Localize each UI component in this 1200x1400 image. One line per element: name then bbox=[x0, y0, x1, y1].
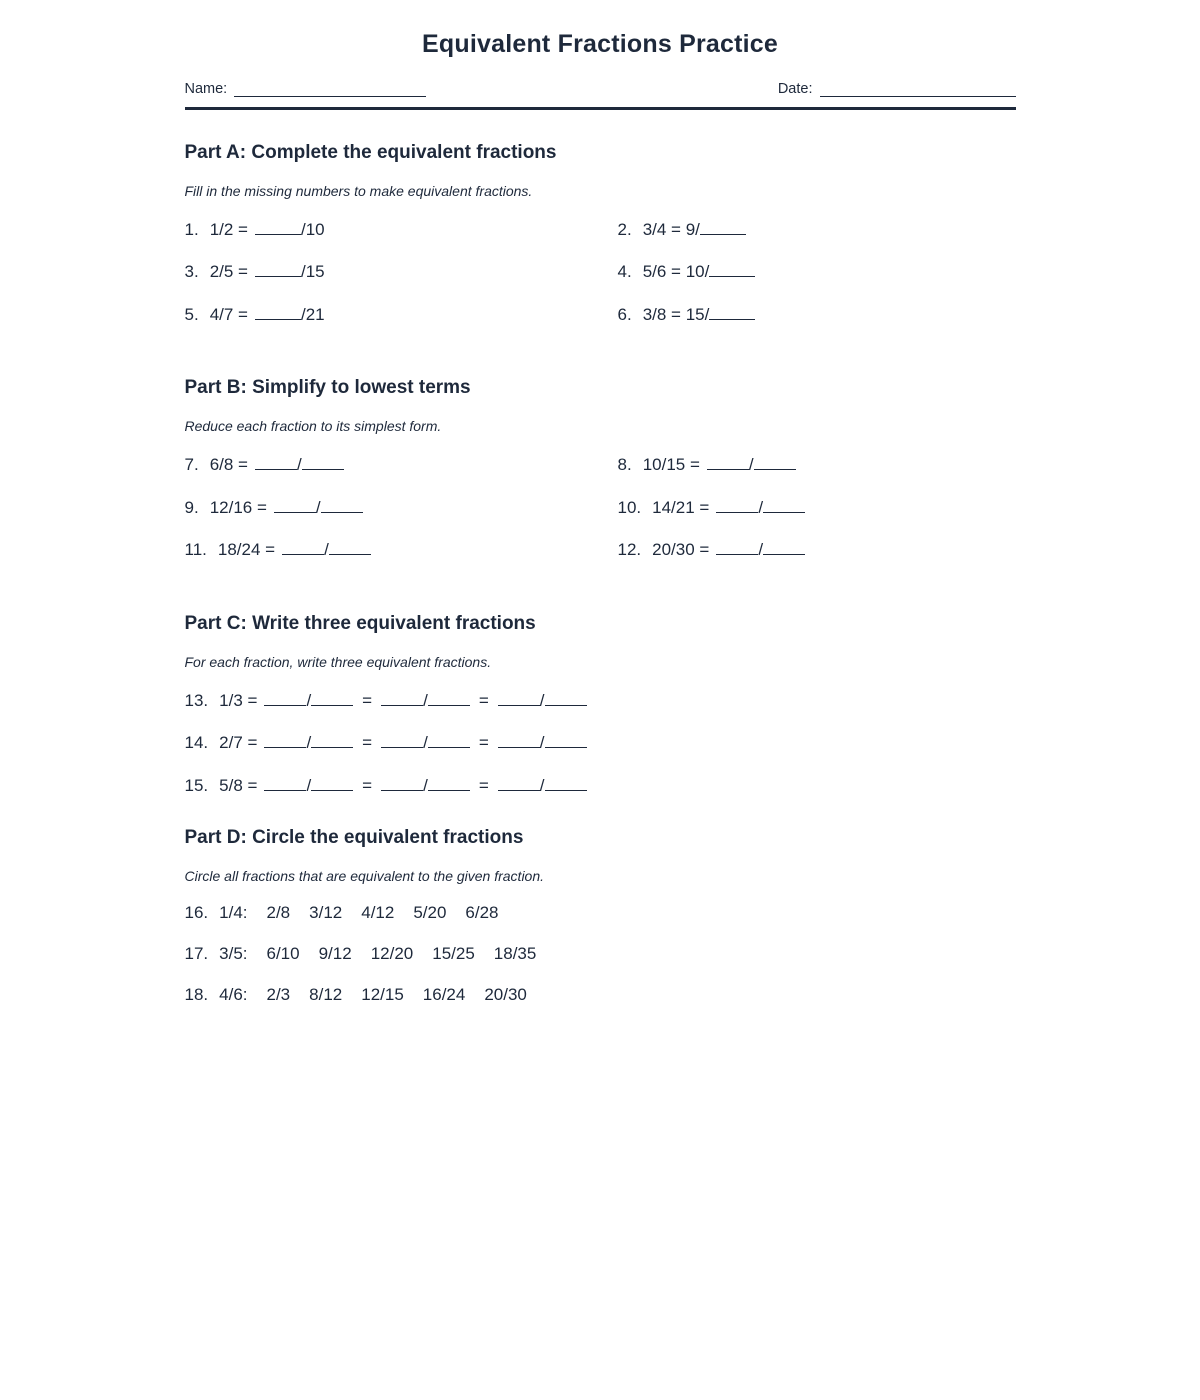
problem-number: 4. bbox=[617, 262, 632, 282]
part-c-instructions: For each fraction, write three equivalent fractions. bbox=[184, 653, 492, 670]
problem-text: 14/21 = bbox=[652, 497, 710, 517]
denominator-blank[interactable] bbox=[428, 689, 470, 706]
numerator-blank[interactable] bbox=[282, 538, 324, 555]
fraction-slash: / bbox=[748, 455, 754, 475]
problem-15 bbox=[185, 774, 1016, 796]
problem-number: 15. bbox=[184, 775, 209, 795]
fraction-slash: / bbox=[306, 690, 312, 710]
answer-blank[interactable] bbox=[700, 218, 746, 235]
numerator-blank[interactable] bbox=[716, 538, 758, 555]
denominator-blank[interactable] bbox=[311, 774, 353, 791]
denominator-blank[interactable] bbox=[545, 689, 587, 706]
denominator-blank[interactable] bbox=[763, 538, 805, 555]
fraction-slash: / bbox=[423, 775, 428, 795]
fraction-slash: / bbox=[423, 733, 428, 753]
name-label: Name: bbox=[184, 81, 228, 97]
fraction-option[interactable]: 8/12 bbox=[309, 984, 343, 1004]
fraction-option[interactable]: 6/28 bbox=[465, 903, 499, 923]
fraction-option[interactable]: 5/20 bbox=[413, 903, 447, 923]
fraction-slash: / bbox=[758, 540, 764, 560]
date-blank-line[interactable] bbox=[820, 81, 1016, 97]
part-d-instructions: Circle all fractions that are equivalent to the given fraction. bbox=[184, 868, 545, 885]
fraction-slash: / bbox=[539, 733, 545, 753]
problem-10 bbox=[618, 496, 1016, 518]
problem-text: 18/24 = bbox=[217, 540, 276, 560]
problem-number: 18. bbox=[184, 984, 209, 1004]
numerator-blank[interactable] bbox=[381, 689, 423, 706]
denominator-blank[interactable] bbox=[311, 731, 353, 748]
answer-blank[interactable] bbox=[255, 303, 301, 320]
answer-blank[interactable] bbox=[255, 260, 301, 277]
part-c-problems bbox=[185, 689, 1016, 796]
problem-8 bbox=[618, 453, 1016, 475]
fraction-option[interactable]: 20/30 bbox=[484, 984, 527, 1004]
problem-13 bbox=[185, 689, 1016, 711]
equals-sign: = bbox=[362, 690, 373, 710]
problem-text: 2/5 = bbox=[209, 262, 248, 282]
fraction-slash: / bbox=[324, 540, 329, 560]
header-divider bbox=[185, 107, 1016, 110]
problem-number: 7. bbox=[184, 455, 199, 475]
problem-text: /10 bbox=[300, 219, 325, 239]
fraction-option[interactable]: 15/25 bbox=[432, 943, 475, 963]
problem-text: 2/7 = bbox=[219, 733, 258, 753]
problem-text: 10/15 = bbox=[642, 455, 700, 475]
problem-4 bbox=[618, 260, 1016, 282]
part-a-problems bbox=[185, 218, 1016, 346]
problem-number: 14. bbox=[184, 733, 209, 753]
equals-sign: = bbox=[362, 775, 373, 795]
name-date-row bbox=[185, 81, 1016, 97]
problem-text: /15 bbox=[300, 262, 325, 282]
denominator-blank[interactable] bbox=[311, 689, 353, 706]
equals-sign: = bbox=[478, 733, 489, 753]
problem-text: 12/16 = bbox=[209, 497, 267, 517]
problem-number: 8. bbox=[617, 455, 632, 475]
part-d-problems bbox=[185, 903, 1016, 1004]
fraction-slash: / bbox=[296, 455, 302, 475]
denominator-blank[interactable] bbox=[428, 731, 470, 748]
problem-text: 5/6 = 10/ bbox=[642, 262, 710, 282]
fraction-option[interactable]: 12/20 bbox=[370, 943, 414, 963]
given-fraction: 3/5: bbox=[219, 943, 248, 963]
problem-number: 3. bbox=[184, 262, 199, 282]
date-label: Date: bbox=[777, 81, 813, 97]
part-d-heading: Part D: Circle the equivalent fractions bbox=[184, 827, 524, 849]
numerator-blank[interactable] bbox=[381, 731, 423, 748]
problem-number: 10. bbox=[617, 497, 642, 517]
problem-1 bbox=[185, 218, 618, 240]
numerator-blank[interactable] bbox=[498, 689, 540, 706]
denominator-blank[interactable] bbox=[321, 496, 363, 513]
answer-blank[interactable] bbox=[709, 260, 755, 277]
problem-5 bbox=[185, 303, 618, 325]
problem-2 bbox=[618, 218, 1016, 240]
problem-text: 1/3 = bbox=[219, 690, 258, 710]
problem-text: 1/2 = bbox=[209, 219, 248, 239]
problem-number: 17. bbox=[184, 943, 209, 963]
problem-text: 3/8 = 15/ bbox=[642, 304, 710, 324]
denominator-blank[interactable] bbox=[302, 453, 344, 470]
given-fraction: 4/6: bbox=[219, 984, 248, 1004]
problem-text: 20/30 = bbox=[652, 540, 710, 560]
problem-3 bbox=[185, 260, 618, 282]
denominator-blank[interactable] bbox=[545, 731, 587, 748]
equals-sign: = bbox=[478, 690, 489, 710]
part-b-problems bbox=[185, 453, 1016, 581]
problem-text: 6/8 = bbox=[209, 455, 248, 475]
equals-sign: = bbox=[362, 733, 373, 753]
problem-number: 2. bbox=[617, 219, 632, 239]
problem-11 bbox=[185, 538, 618, 560]
fraction-slash: / bbox=[423, 690, 428, 710]
part-a-instructions: Fill in the missing numbers to make equivalent fractions. bbox=[184, 182, 533, 199]
problem-text: 5/8 = bbox=[219, 775, 258, 795]
problem-text: 3/4 = 9/ bbox=[642, 219, 700, 239]
fraction-option[interactable]: 3/12 bbox=[309, 903, 343, 923]
denominator-blank[interactable] bbox=[545, 774, 587, 791]
problem-text: /21 bbox=[300, 304, 325, 324]
problem-number: 13. bbox=[184, 690, 209, 710]
fraction-slash: / bbox=[539, 775, 545, 795]
fraction-option[interactable]: 2/3 bbox=[266, 984, 291, 1004]
fraction-slash: / bbox=[306, 733, 312, 753]
numerator-blank[interactable] bbox=[381, 774, 423, 791]
problem-7 bbox=[185, 453, 618, 475]
problem-text: 4/7 = bbox=[209, 304, 248, 324]
numerator-blank[interactable] bbox=[264, 774, 306, 791]
denominator-blank[interactable] bbox=[763, 496, 805, 513]
numerator-blank[interactable] bbox=[255, 453, 297, 470]
problem-number: 11. bbox=[184, 540, 207, 560]
fraction-option[interactable]: 16/24 bbox=[422, 984, 466, 1004]
answer-blank[interactable] bbox=[709, 303, 755, 320]
fraction-slash: / bbox=[306, 775, 312, 795]
answer-blank[interactable] bbox=[255, 218, 301, 235]
fraction-option[interactable]: 18/35 bbox=[493, 943, 537, 963]
section-part-b bbox=[185, 377, 1016, 581]
problem-number: 12. bbox=[617, 540, 642, 560]
section-part-a bbox=[185, 142, 1016, 346]
fraction-slash: / bbox=[315, 497, 321, 517]
problem-number: 5. bbox=[184, 304, 199, 324]
problem-18 bbox=[185, 985, 1016, 1005]
fraction-slash: / bbox=[539, 690, 545, 710]
part-b-instructions: Reduce each fraction to its simplest form. bbox=[184, 418, 442, 435]
numerator-blank[interactable] bbox=[264, 731, 306, 748]
problem-number: 1. bbox=[184, 219, 199, 239]
section-part-c bbox=[185, 613, 1016, 796]
numerator-blank[interactable] bbox=[264, 689, 306, 706]
problem-6 bbox=[618, 303, 1016, 325]
fraction-option[interactable]: 4/12 bbox=[361, 903, 395, 923]
fraction-option[interactable]: 2/8 bbox=[266, 903, 291, 923]
problem-14 bbox=[185, 731, 1016, 753]
problem-16 bbox=[185, 903, 1016, 923]
fraction-option[interactable]: 6/10 bbox=[266, 943, 300, 963]
fraction-slash: / bbox=[758, 497, 764, 517]
section-part-d bbox=[185, 827, 1016, 1004]
numerator-blank[interactable] bbox=[498, 774, 540, 791]
numerator-blank[interactable] bbox=[498, 731, 540, 748]
problem-17 bbox=[185, 944, 1016, 964]
date-field bbox=[778, 81, 1016, 97]
given-fraction: 1/4: bbox=[219, 903, 248, 923]
problem-number: 16. bbox=[184, 903, 209, 923]
equals-sign: = bbox=[478, 775, 489, 795]
part-a-heading: Part A: Complete the equivalent fractions bbox=[184, 141, 557, 163]
fraction-option[interactable]: 12/15 bbox=[361, 984, 404, 1004]
denominator-blank[interactable] bbox=[428, 774, 470, 791]
denominator-blank[interactable] bbox=[754, 453, 796, 470]
worksheet-page bbox=[185, 0, 1016, 1004]
part-c-heading: Part C: Write three equivalent fractions bbox=[184, 612, 536, 634]
part-b-heading: Part B: Simplify to lowest terms bbox=[184, 377, 471, 399]
problem-12 bbox=[618, 538, 1016, 560]
problem-number: 9. bbox=[184, 497, 199, 517]
numerator-blank[interactable] bbox=[716, 496, 758, 513]
denominator-blank[interactable] bbox=[329, 538, 371, 555]
problem-9 bbox=[185, 496, 618, 518]
name-blank-line[interactable] bbox=[234, 81, 426, 97]
fraction-option[interactable]: 9/12 bbox=[318, 943, 352, 963]
numerator-blank[interactable] bbox=[707, 453, 749, 470]
numerator-blank[interactable] bbox=[274, 496, 316, 513]
name-field bbox=[185, 81, 427, 97]
problem-number: 6. bbox=[617, 304, 632, 324]
page-title: Equivalent Fractions Practice bbox=[422, 30, 778, 58]
